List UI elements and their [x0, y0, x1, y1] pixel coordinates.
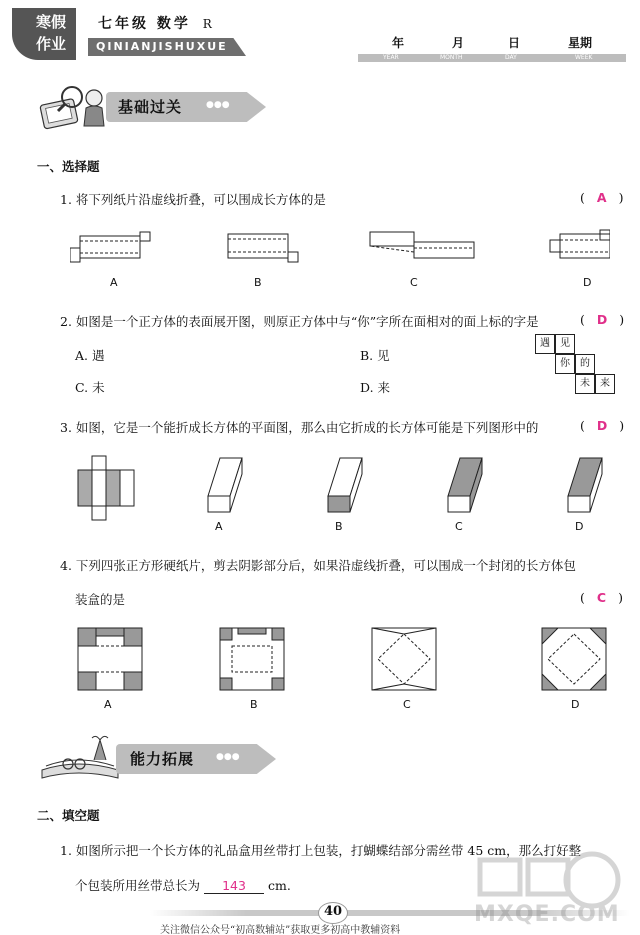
- date-field-month: 月: [452, 36, 465, 50]
- q3-figures: [70, 450, 610, 522]
- books-illustration: [38, 730, 128, 786]
- q4-text-line1: 4. 下列四张正方形硬纸片，剪去阴影部分后，如果沿虚线折叠，可以围成一个封闭的长方体包: [60, 558, 576, 573]
- page-number: 40: [323, 904, 343, 919]
- banner-title: 能力拓展: [130, 750, 195, 768]
- fill-q1-prefix: 个包装所用丝带总长为: [75, 878, 201, 893]
- section-banner-basic: [38, 82, 238, 132]
- q2-answer: D: [596, 312, 608, 327]
- net-cell: 你: [555, 354, 575, 374]
- q1-label-b: B: [254, 276, 262, 289]
- fill-q1-answer: 143: [222, 878, 246, 893]
- q2-option-b: B. 见: [360, 348, 390, 363]
- date-sub-day: DAY: [505, 54, 517, 61]
- people-icon: ●●●: [206, 100, 230, 110]
- q4-label-a: A: [104, 698, 112, 711]
- footer-note: 关注微信公众号“初高数辅站”获取更多初高中教辅资料: [160, 925, 401, 935]
- q1-figures: [70, 222, 610, 272]
- site-watermark: [466, 846, 636, 932]
- q1-text: 1. 将下列纸片沿虚线折叠，可以围成长方体的是: [60, 192, 326, 207]
- q3-label-d: D: [575, 520, 584, 533]
- corner-title-bottom: 作业: [35, 35, 66, 53]
- net-cell: 的: [575, 354, 595, 374]
- q3-answer: D: [596, 418, 608, 433]
- q4-label-d: D: [571, 698, 580, 711]
- q3-text: 3. 如图，它是一个能折成长方体的平面图，那么由它折成的长方体可能是下列图形中的: [60, 420, 539, 435]
- fill-q1-line1: 1. 如图所示把一个长方体的礼品盒用丝带打上包装，打蝴蝶结部分需丝带 45 cm，那么打好整: [60, 843, 582, 858]
- q4-text-line2: 装盒的是: [75, 592, 126, 607]
- q1-answer-slot: ( A ): [580, 190, 624, 205]
- q3-label-b: B: [335, 520, 343, 533]
- date-sub-year: YEAR: [383, 54, 399, 61]
- q1-label-a: A: [110, 276, 118, 289]
- fill-q1-line2: [75, 876, 291, 894]
- grade-subject: [98, 13, 215, 33]
- date-sub-week: WEEK: [575, 54, 593, 61]
- net-cell: 未: [575, 374, 595, 394]
- net-cell: 来: [595, 374, 615, 394]
- date-field-day: 日: [508, 36, 521, 50]
- q4-label-c: C: [403, 698, 411, 711]
- grade-subject-text: 七年级 数学: [98, 16, 191, 32]
- section2-heading: 二、填空题: [37, 808, 100, 823]
- q3-label-a: A: [215, 520, 223, 533]
- date-field-week: 星期: [568, 36, 593, 50]
- q2-text: 2. 如图是一个正方体的表面展开图，则原正方体中与“你”字所在面相对的面上标的字是: [60, 314, 539, 329]
- q2-option-d: D. 来: [360, 380, 391, 395]
- net-cell: 遇: [535, 334, 555, 354]
- date-sub-month: MONTH: [440, 54, 463, 61]
- net-cell: 见: [555, 334, 575, 354]
- q3-label-c: C: [455, 520, 463, 533]
- banner-title: 基础过关: [118, 98, 183, 116]
- q2-answer-slot: ( D ): [580, 312, 625, 327]
- pinyin-label: QINIANJISHUXUE: [96, 40, 228, 53]
- section-banner-advanced: [38, 730, 248, 786]
- q4-figures: [70, 624, 610, 694]
- people-icon: ●●●: [216, 752, 240, 762]
- q3-answer-slot: ( D ): [580, 418, 625, 433]
- q2-option-a: A. 遇: [75, 348, 105, 363]
- q4-answer-slot: ( C ): [580, 590, 623, 605]
- date-field-year: 年: [392, 36, 405, 50]
- edition-label: R: [202, 17, 215, 31]
- watermark-text: MXQE.COM: [474, 902, 620, 927]
- q4-answer: C: [596, 590, 607, 605]
- q2-option-c: C. 未: [75, 380, 105, 395]
- q1-label-d: D: [583, 276, 592, 289]
- page-header: [0, 0, 640, 68]
- q1-label-c: C: [410, 276, 418, 289]
- corner-title-top: 寒假: [35, 13, 66, 31]
- fill-q1-blank: [204, 878, 264, 894]
- fill-q1-suffix: cm.: [267, 878, 291, 893]
- q1-answer: A: [596, 190, 607, 205]
- q2-cube-net: [535, 334, 635, 400]
- section1-heading: 一、选择题: [37, 159, 100, 174]
- q4-label-b: B: [250, 698, 258, 711]
